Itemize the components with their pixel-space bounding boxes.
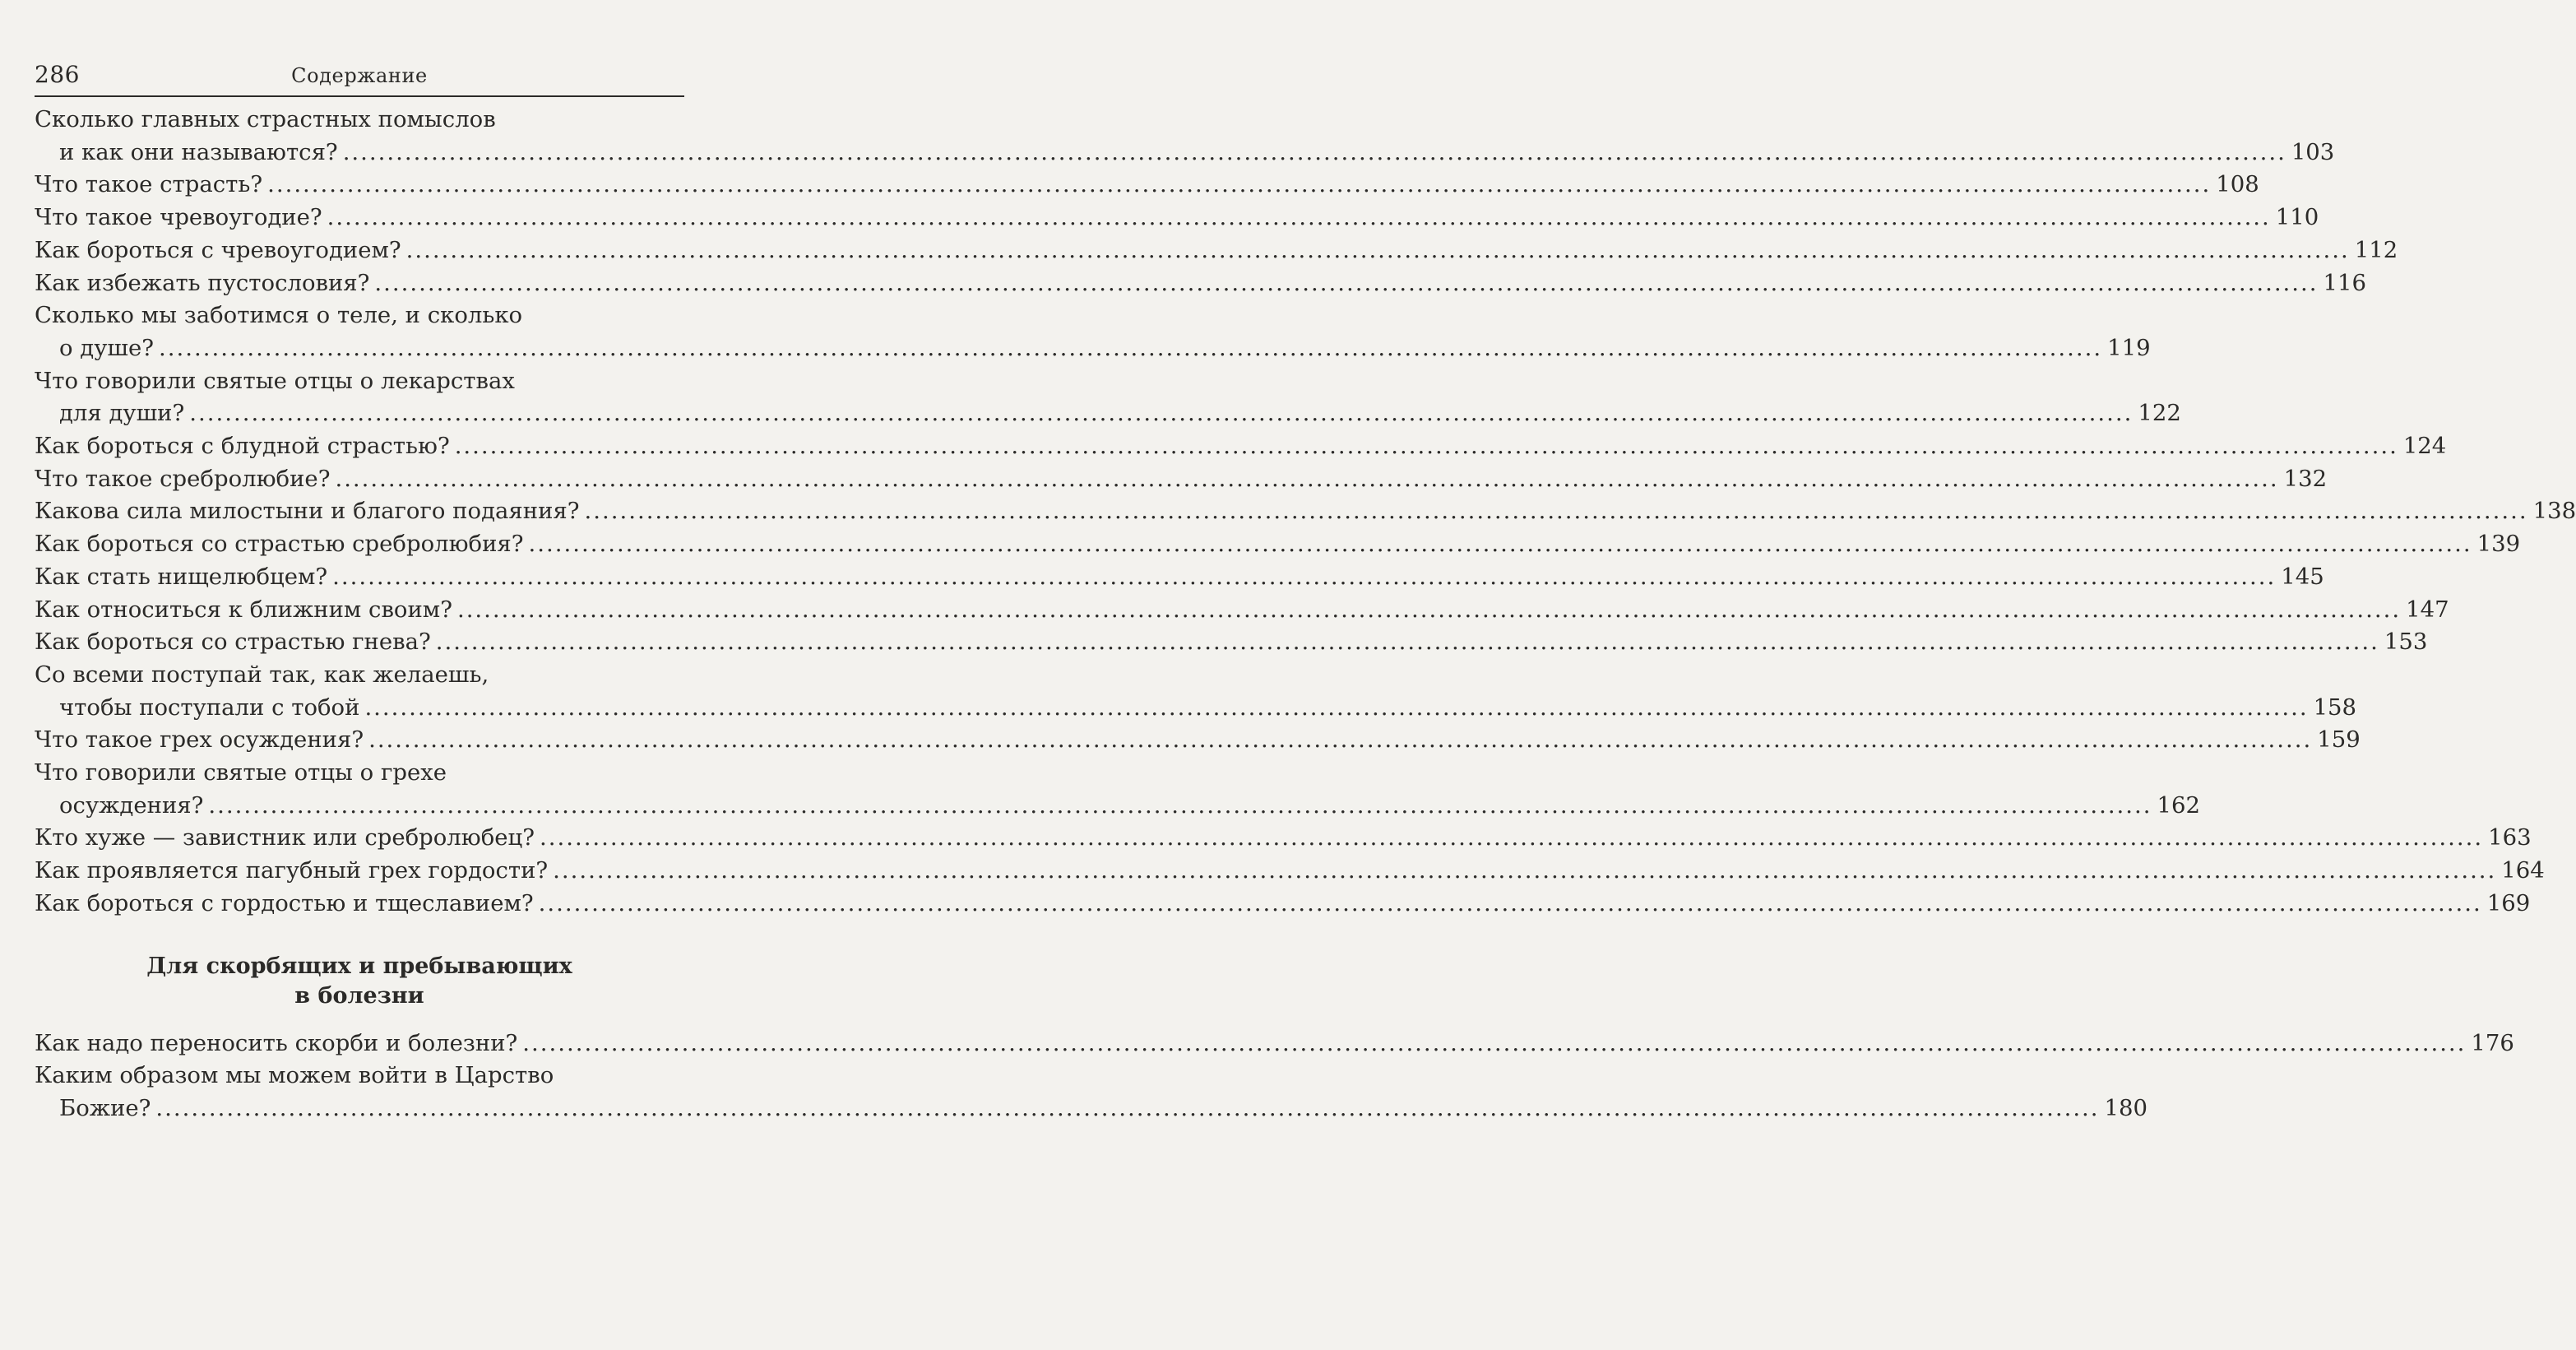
toc-entry-page: 116 <box>2323 269 2367 296</box>
toc-entry-title: Что такое страсть? <box>35 171 263 198</box>
toc-entry-line <box>35 495 2576 528</box>
dot-leader: ............................................................................................................................................................................................................................ <box>267 171 2212 198</box>
toc-entry-title: осуждения? <box>59 791 204 819</box>
dot-leader: ............................................................................................................................................................................................................................ <box>456 596 2402 623</box>
toc-entry-line <box>35 104 684 137</box>
toc-entry[interactable] <box>35 430 2447 463</box>
toc-entry-title: Как бороться с гордостью и тщеславием? <box>35 889 534 916</box>
toc-entry-page: 112 <box>2354 236 2398 263</box>
toc-entry-line <box>35 855 2545 888</box>
toc-entry-page: 159 <box>2317 726 2361 754</box>
toc-entry-page: 176 <box>2471 1029 2514 1056</box>
toc-entry-title: Какова сила милостыни и благого подаяния? <box>35 498 580 525</box>
dot-leader: ............................................................................................................................................................................................................................ <box>522 1029 2467 1056</box>
toc-entry-title: Что такое грех осуждения? <box>35 726 364 754</box>
section-heading <box>35 952 684 1011</box>
toc-entry-title: Как бороться со страстью сребролюбия? <box>35 531 524 558</box>
toc-entry-line <box>35 202 2319 234</box>
dot-leader: ............................................................................................................................................................................................................................ <box>528 531 2472 558</box>
toc-entry[interactable] <box>35 267 2367 300</box>
toc-entry-title: Как проявляется пагубный грех гордости? <box>35 857 549 884</box>
toc-entry-line <box>35 626 2428 659</box>
toc-entry-line <box>35 1028 2514 1060</box>
toc-entry-title: Как относиться к ближним своим? <box>35 596 452 623</box>
toc-entry-title: Каким образом мы можем войти в Царство <box>35 1062 554 1089</box>
toc-entry[interactable] <box>35 463 2328 496</box>
toc-entry[interactable] <box>35 757 2201 822</box>
toc-entry[interactable] <box>35 855 2545 888</box>
toc-entry[interactable] <box>35 822 2532 855</box>
toc-entry-title: Как избежать пустословия? <box>35 269 370 296</box>
dot-leader: ............................................................................................................................................................................................................................ <box>553 857 2497 884</box>
dot-leader: ............................................................................................................................................................................................................................ <box>368 726 2313 754</box>
toc-entry-page: 139 <box>2476 531 2521 558</box>
toc-entry-line <box>35 299 684 332</box>
section-heading-line: Для скорбящих и пребывающих <box>146 953 572 979</box>
toc-entry-title: Сколько мы заботимся о теле, и сколько <box>35 302 523 329</box>
toc-entry[interactable] <box>35 724 2361 757</box>
toc-entry-line <box>35 365 684 398</box>
running-title: Содержание <box>291 64 428 87</box>
toc-entry-page: 153 <box>2384 629 2428 656</box>
toc-entry-title: Как стать нищелюбцем? <box>35 563 328 590</box>
toc-entry-line <box>35 332 2151 365</box>
toc-entry-line <box>35 790 2201 823</box>
toc-entry-title: Как надо переносить скорби и болезни? <box>35 1029 518 1056</box>
toc-entry-line <box>35 659 684 692</box>
section-heading-line: в болезни <box>294 982 424 1009</box>
toc-entry-title: Что говорили святые отцы о грехе <box>35 759 447 786</box>
toc-entry-title: и как они называются? <box>59 138 338 165</box>
page-number: 286 <box>35 61 80 88</box>
toc-entry[interactable] <box>35 626 2428 659</box>
dot-leader: ............................................................................................................................................................................................................................ <box>208 791 2152 819</box>
toc-entry-line <box>35 692 2357 725</box>
toc-entry-title: Что говорили святые отцы о лекарствах <box>35 367 515 394</box>
dot-leader: ............................................................................................................................................................................................................................ <box>327 204 2271 231</box>
page-header <box>35 56 684 97</box>
toc-entry[interactable] <box>35 495 2576 528</box>
toc-entry-page: 132 <box>2283 465 2328 492</box>
toc-entry[interactable] <box>35 169 2259 202</box>
toc-entry-line <box>35 397 2181 430</box>
toc-entry[interactable] <box>35 561 2324 594</box>
toc-entry[interactable] <box>35 594 2449 627</box>
toc-entry-page: 138 <box>2532 498 2576 525</box>
toc-entry-title: Сколько главных страстных помыслов <box>35 106 496 132</box>
dot-leader: ............................................................................................................................................................................................................................ <box>435 629 2379 656</box>
toc-entry[interactable] <box>35 1028 2514 1060</box>
dot-leader: ............................................................................................................................................................................................................................ <box>584 498 2528 525</box>
toc-entry[interactable] <box>35 659 2357 724</box>
toc-entry-line <box>35 888 2531 921</box>
dot-leader: ............................................................................................................................................................................................................................ <box>155 1094 2100 1121</box>
dot-leader: ............................................................................................................................................................................................................................ <box>374 269 2319 296</box>
toc-entry-page: 110 <box>2275 204 2319 231</box>
toc-entry[interactable] <box>35 104 2335 169</box>
toc-entry-line <box>35 234 2398 267</box>
toc-entry[interactable] <box>35 202 2319 234</box>
toc-entry-title: Со всеми поступай так, как желаешь, <box>35 661 489 688</box>
toc-entry-title: Что такое сребролюбие? <box>35 465 331 492</box>
toc-entry-line <box>35 822 2532 855</box>
dot-leader: ............................................................................................................................................................................................................................ <box>454 433 2398 460</box>
toc-entry-page: 163 <box>2488 824 2532 851</box>
toc-entry-title: Как бороться со страстью гнева? <box>35 629 431 656</box>
toc-entry-line <box>35 561 2324 594</box>
dot-leader: ............................................................................................................................................................................................................................ <box>332 563 2277 590</box>
dot-leader: ............................................................................................................................................................................................................................ <box>342 138 2286 165</box>
toc-entry-line <box>35 463 2328 496</box>
toc-entry-line <box>35 169 2259 202</box>
toc-list <box>35 104 2576 921</box>
toc-entry-page: 119 <box>2107 334 2151 361</box>
toc-entry[interactable] <box>35 299 2151 364</box>
dot-leader: ............................................................................................................................................................................................................................ <box>364 694 2309 721</box>
toc-entry-line <box>35 757 684 790</box>
toc-entry-title: Кто хуже — завистник или сребролюбец? <box>35 824 535 851</box>
dot-leader: ............................................................................................................................................................................................................................ <box>405 236 2350 263</box>
toc-entry[interactable] <box>35 1060 2148 1125</box>
toc-entry[interactable] <box>35 365 2181 430</box>
toc-entry-page: 108 <box>2216 171 2259 198</box>
toc-entry[interactable] <box>35 888 2531 921</box>
toc-entry[interactable] <box>35 528 2521 561</box>
toc-entry-title: чтобы поступали с тобой <box>59 694 360 721</box>
book-page <box>35 56 2576 1125</box>
toc-entry-line <box>35 267 2367 300</box>
toc-entry-page: 145 <box>2281 563 2324 590</box>
toc-entry-page: 169 <box>2486 889 2531 916</box>
toc-entry-line <box>35 1093 2148 1125</box>
toc-entry-page: 103 <box>2291 138 2335 165</box>
toc-list <box>35 1028 2514 1125</box>
dot-leader: ............................................................................................................................................................................................................................ <box>159 334 2103 361</box>
toc-entry-page: 122 <box>2138 400 2181 427</box>
toc-entry-title: Божие? <box>59 1094 151 1121</box>
toc-entry-title: для души? <box>59 400 185 427</box>
toc-entry-page: 180 <box>2104 1094 2148 1121</box>
toc-entry-title: Как бороться с блудной страстью? <box>35 433 450 460</box>
toc-entry-line <box>35 724 2361 757</box>
toc-entry-line <box>35 137 2335 169</box>
dot-leader: ............................................................................................................................................................................................................................ <box>189 400 2134 427</box>
toc-entry-line <box>35 430 2447 463</box>
toc-entry-page: 162 <box>2157 791 2201 819</box>
dot-leader: ............................................................................................................................................................................................................................ <box>539 824 2484 851</box>
toc-entry-page: 164 <box>2501 857 2545 884</box>
toc-entry-line <box>35 594 2449 627</box>
dot-leader: ............................................................................................................................................................................................................................ <box>538 889 2482 916</box>
toc-entry-line <box>35 1060 684 1093</box>
toc-entry-title: о душе? <box>59 334 154 361</box>
toc-entry-page: 158 <box>2313 694 2357 721</box>
toc-entry-page: 124 <box>2402 433 2447 460</box>
toc-entry-title: Как бороться с чревоугодием? <box>35 236 401 263</box>
toc-entry-title: Что такое чревоугодие? <box>35 204 322 231</box>
toc-entry-page: 147 <box>2406 596 2449 623</box>
dot-leader: ............................................................................................................................................................................................................................ <box>335 465 2279 492</box>
toc-entry[interactable] <box>35 234 2398 267</box>
toc-entry-line <box>35 528 2521 561</box>
